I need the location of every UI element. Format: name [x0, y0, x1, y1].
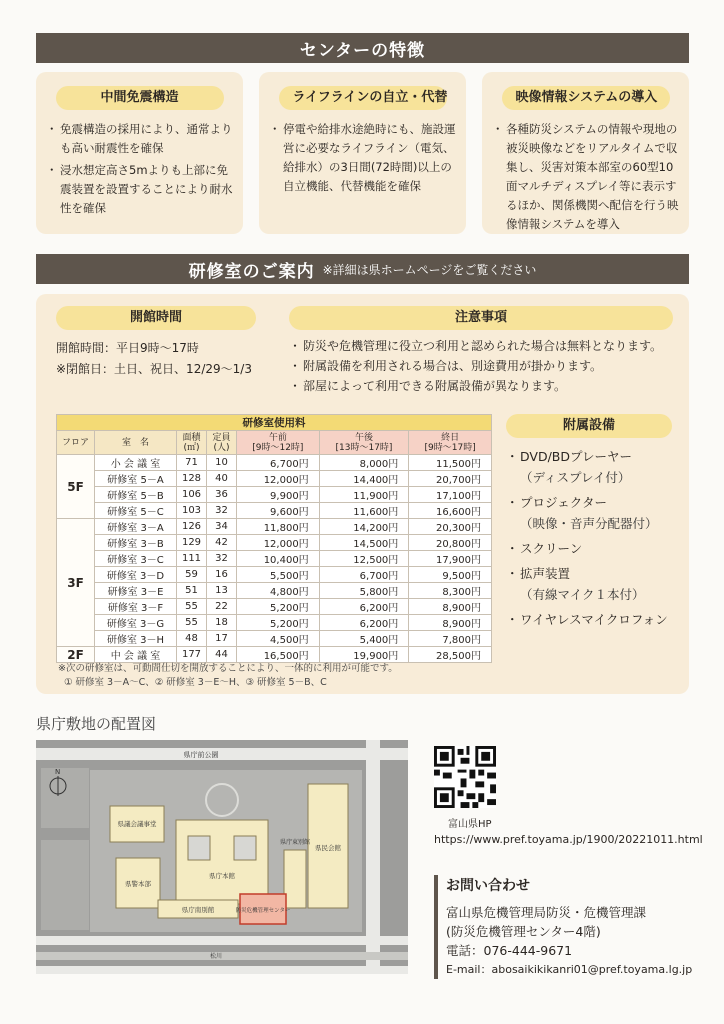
contact-block	[434, 875, 694, 979]
footnote-line: ※次の研修室は、可動間仕切を開放することにより、一体的に利用が可能です。	[58, 663, 398, 674]
fee-cell-day: 8,300円	[409, 583, 492, 599]
col-morning: 午前 [9時〜12時]	[237, 431, 320, 455]
qr-code-icon[interactable]	[434, 746, 496, 808]
fee-cell-name: 中 会 議 室	[95, 647, 177, 663]
contact-floor: (防災危機管理センター4階)	[446, 924, 601, 939]
floor-cell: 2F	[57, 647, 95, 663]
fee-cell-name: 研修室 3－E	[95, 583, 177, 599]
homepage-link[interactable]: https://www.pref.toyama.jp/1900/20221011.html	[434, 833, 703, 846]
fee-cell-name: 研修室 3－F	[95, 599, 177, 615]
fee-cell-am: 11,800円	[237, 519, 320, 535]
training-panel	[36, 294, 689, 694]
training-title: 研修室のご案内	[188, 261, 315, 282]
fee-table-row	[57, 455, 492, 471]
equipment-item: ・ ワイヤレスマイクロフォン	[508, 609, 668, 630]
col-afternoon: 午後 [13時〜17時]	[319, 431, 409, 455]
fee-footnote	[58, 662, 398, 690]
fee-cell-name: 研修室 5－A	[95, 471, 177, 487]
feature-card-title: ライフラインの自立・代替	[279, 86, 447, 110]
fee-cell-am: 12,000円	[237, 471, 320, 487]
fee-cell-name: 研修室 3－A	[95, 519, 177, 535]
fee-cell-area: 128	[177, 471, 207, 487]
fee-cell-area: 106	[177, 487, 207, 503]
fee-table-row	[57, 503, 492, 519]
features-title: センターの特徴	[299, 40, 426, 61]
equipment-item: ・ 拡声装置 （有線マイク１本付）	[508, 563, 668, 605]
label-center: 防災危機管理センター	[235, 908, 291, 914]
fee-cell-day: 20,300円	[409, 519, 492, 535]
fee-cell-cap: 13	[207, 583, 237, 599]
hours-closed: ※閉館日：土日、祝日、12/29〜1/3	[56, 362, 252, 376]
equipment-item: ・ DVD/BDプレーヤー （ディスプレイ付）	[508, 446, 668, 488]
label-honkan: 県庁本館	[209, 872, 235, 880]
caution-item: ・ 附属設備を利用される場合は、別途費用が掛かります。	[291, 356, 662, 376]
label-park: 県庁前公園	[183, 751, 219, 759]
fee-cell-am: 4,800円	[237, 583, 320, 599]
fee-cell-am: 9,600円	[237, 503, 320, 519]
feature-card-seismic	[36, 72, 243, 234]
fee-cell-pm: 19,900円	[319, 647, 409, 663]
fee-cell-name: 小 会 議 室	[95, 455, 177, 471]
contact-dept: 富山県危機管理局防災・危機管理課	[446, 905, 647, 920]
hours-open: 開館時間：平日9時〜17時	[56, 341, 199, 355]
equipment-item: ・ スクリーン	[508, 538, 668, 559]
fee-cell-area: 177	[177, 647, 207, 663]
feature-bullet: ・ 各種防災システムの情報や現地の被災映像などをリアルタイムで収集し、災害対策本部室の60型10面マルチディスプレイ等に表示するほか、関係機関へ配信を行う映像情報システムを導入	[494, 120, 681, 234]
feature-bullets	[48, 120, 235, 221]
cautions-title: 注意事項	[289, 306, 673, 330]
caution-item: ・ 部屋によって利用できる附属設備が異なります。	[291, 376, 662, 396]
fee-cell-name: 研修室 5－B	[95, 487, 177, 503]
label-annex-south: 県庁南別館	[181, 906, 215, 914]
qr-label: 富山県HP	[448, 819, 492, 830]
fee-table-row	[57, 647, 492, 663]
fee-cell-area: 51	[177, 583, 207, 599]
fee-table-row	[57, 471, 492, 487]
fee-cell-cap: 22	[207, 599, 237, 615]
fee-cell-name: 研修室 3－B	[95, 535, 177, 551]
fee-cell-am: 5,200円	[237, 599, 320, 615]
fee-cell-name: 研修室 3－G	[95, 615, 177, 631]
fee-cell-pm: 8,000円	[319, 455, 409, 471]
fee-cell-pm: 14,500円	[319, 535, 409, 551]
caution-item: ・ 防災や危機管理に役立つ利用と認められた場合は無料となります。	[291, 336, 662, 356]
fee-cell-name: 研修室 5－C	[95, 503, 177, 519]
fee-table-row	[57, 599, 492, 615]
feature-bullet: ・ 停電や給排水途絶時にも、施設運営に必要なライフライン（電気、給排水）の3日間(72時間)以上の自立機能、代替機能を確保	[271, 120, 458, 196]
col-fullday: 終日 [9時〜17時]	[409, 431, 492, 455]
fee-cell-area: 55	[177, 615, 207, 631]
fee-cell-pm: 14,400円	[319, 471, 409, 487]
feature-bullets	[494, 120, 681, 237]
fee-table-row	[57, 567, 492, 583]
footnote-line: ① 研修室 3－A〜C、② 研修室 3－E〜H、③ 研修室 5－B、C	[64, 677, 327, 688]
equipment-title: 附属設備	[506, 414, 672, 438]
fee-cell-cap: 10	[207, 455, 237, 471]
fee-cell-name: 研修室 3－C	[95, 551, 177, 567]
features-header	[36, 33, 689, 63]
contact-email[interactable]: E-mail：abosaikikikanri01@pref.toyama.lg.jp	[446, 963, 693, 976]
label-hall: 県民会館	[315, 844, 341, 852]
fee-cell-cap: 18	[207, 615, 237, 631]
fee-cell-am: 5,500円	[237, 567, 320, 583]
fee-cell-cap: 42	[207, 535, 237, 551]
fee-table-row	[57, 551, 492, 567]
site-map-drawing	[36, 740, 408, 974]
feature-bullet: ・ 免震構造の採用により、通常よりも高い耐震性を確保	[48, 120, 235, 158]
fee-cell-area: 111	[177, 551, 207, 567]
fee-table-row	[57, 583, 492, 599]
fee-cell-pm: 6,200円	[319, 599, 409, 615]
feature-bullets	[271, 120, 458, 199]
fee-table-row	[57, 631, 492, 647]
fee-cell-area: 55	[177, 599, 207, 615]
label-assembly: 県議会議事堂	[117, 820, 157, 828]
fee-cell-day: 9,500円	[409, 567, 492, 583]
fee-table-row	[57, 519, 492, 535]
fee-cell-day: 11,500円	[409, 455, 492, 471]
feature-bullet: ・ 浸水想定高さ5mよりも上部に免震装置を設置することにより耐水性を確保	[48, 161, 235, 218]
training-note: ※詳細は県ホームページをご覧ください	[322, 262, 537, 277]
fee-cell-area: 59	[177, 567, 207, 583]
fee-table-row	[57, 615, 492, 631]
col-floor: フロア	[57, 431, 95, 455]
fee-cell-day: 20,800円	[409, 535, 492, 551]
cautions-list	[291, 336, 662, 396]
site-map	[36, 740, 408, 974]
fee-cell-area: 48	[177, 631, 207, 647]
feature-card-title: 中間免震構造	[56, 86, 224, 110]
hours-block	[56, 338, 252, 380]
fee-cell-pm: 5,400円	[319, 631, 409, 647]
fee-cell-day: 8,900円	[409, 599, 492, 615]
fee-cell-day: 16,600円	[409, 503, 492, 519]
col-capacity: 定員 (人)	[207, 431, 237, 455]
fee-cell-am: 12,000円	[237, 535, 320, 551]
fee-cell-area: 71	[177, 455, 207, 471]
fee-table-row	[57, 487, 492, 503]
floor-cell: 5F	[57, 455, 95, 519]
fee-cell-area: 129	[177, 535, 207, 551]
fee-cell-am: 9,900円	[237, 487, 320, 503]
fee-cell-day: 20,700円	[409, 471, 492, 487]
fee-table	[56, 414, 492, 663]
label-annex-east: 県庁東別館	[279, 839, 311, 846]
contact-title: お問い合わせ	[446, 878, 530, 894]
fee-table-row	[57, 535, 492, 551]
fee-cell-pm: 11,600円	[319, 503, 409, 519]
contact-tel: 電話：076-444-9671	[446, 943, 573, 958]
fee-cell-pm: 14,200円	[319, 519, 409, 535]
fee-cell-name: 研修室 3－H	[95, 631, 177, 647]
floor-cell: 3F	[57, 519, 95, 647]
fee-cell-am: 5,200円	[237, 615, 320, 631]
label-north: N	[55, 768, 61, 776]
fee-cell-pm: 12,500円	[319, 551, 409, 567]
label-river: 松川	[209, 953, 223, 960]
fee-cell-cap: 36	[207, 487, 237, 503]
fee-cell-am: 4,500円	[237, 631, 320, 647]
fee-cell-am: 16,500円	[237, 647, 320, 663]
label-police: 県警本部	[125, 880, 151, 888]
fee-cell-pm: 5,800円	[319, 583, 409, 599]
fee-cell-day: 8,900円	[409, 615, 492, 631]
fee-cell-cap: 34	[207, 519, 237, 535]
fee-table-caption: 研修室使用料	[57, 415, 492, 431]
fee-cell-area: 103	[177, 503, 207, 519]
fee-cell-am: 6,700円	[237, 455, 320, 471]
feature-card-title: 映像情報システムの導入	[502, 86, 670, 110]
fee-cell-day: 17,900円	[409, 551, 492, 567]
training-header	[36, 254, 689, 284]
map-title: 県庁敷地の配置図	[36, 715, 157, 733]
fee-cell-pm: 6,200円	[319, 615, 409, 631]
fee-cell-cap: 16	[207, 567, 237, 583]
fee-cell-cap: 32	[207, 551, 237, 567]
fee-cell-name: 研修室 3－D	[95, 567, 177, 583]
fee-cell-area: 126	[177, 519, 207, 535]
col-room: 室 名	[95, 431, 177, 455]
fee-table-body	[57, 455, 492, 663]
fee-cell-cap: 32	[207, 503, 237, 519]
col-area: 面積 (㎡)	[177, 431, 207, 455]
fee-cell-cap: 17	[207, 631, 237, 647]
fee-cell-day: 17,100円	[409, 487, 492, 503]
hours-title: 開館時間	[56, 306, 256, 330]
feature-card-video	[482, 72, 689, 234]
equipment-list	[508, 446, 668, 634]
fee-cell-cap: 40	[207, 471, 237, 487]
fee-cell-day: 7,800円	[409, 631, 492, 647]
fee-cell-am: 10,400円	[237, 551, 320, 567]
fee-cell-cap: 44	[207, 647, 237, 663]
fee-cell-pm: 6,700円	[319, 567, 409, 583]
feature-card-lifeline	[259, 72, 466, 234]
fee-cell-pm: 11,900円	[319, 487, 409, 503]
fee-cell-day: 28,500円	[409, 647, 492, 663]
equipment-item: ・ プロジェクター （映像・音声分配器付）	[508, 492, 668, 534]
